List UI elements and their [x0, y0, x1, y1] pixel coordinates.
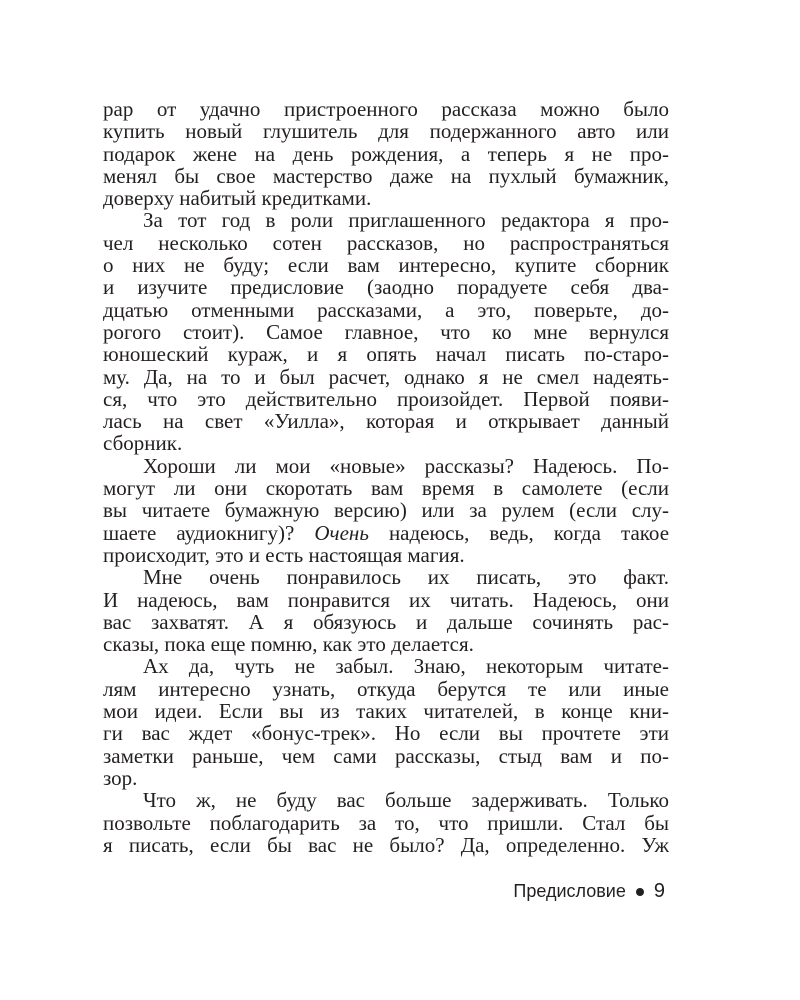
- text-line: позвольте поблагодарить за то, что пришли. Стал бы: [103, 810, 669, 835]
- text-line: юношеский кураж, и я опять начал писать по-старо-: [103, 342, 669, 367]
- text-line: Ах да, чуть не забыл. Знаю, некоторым читате-: [143, 654, 669, 679]
- text-line: [103, 522, 669, 544]
- text-line: подарок жене на день рождения, а теперь я не про-: [103, 141, 669, 166]
- text-line: дцатью отменными рассказами, а это, поверьте, до-: [103, 297, 669, 322]
- text-line: му. Да, на то и был расчет, однако я не смел надеять-: [103, 364, 669, 389]
- text-line: могут ли они скоротать вам время в самолете (если: [103, 476, 669, 501]
- text-line: заметки раньше, чем сами рассказы, стыд вам и по-: [103, 743, 669, 768]
- body-text: [103, 98, 669, 856]
- text-line: Хороши ли мои «новые» рассказы? Надеюсь. По-: [143, 453, 669, 478]
- bullet-separator-icon: [636, 888, 644, 896]
- text-line: происходит, это и есть настоящая магия.: [103, 542, 465, 567]
- text-line: я писать, если бы вас не было? Да, определенно. Уж: [103, 832, 669, 857]
- text-line: сборник.: [103, 431, 183, 456]
- section-title: Предисловие: [513, 881, 626, 901]
- text-line: ся, что это действительно произойдет. Первой появи-: [103, 386, 669, 411]
- text-line: ги вас ждет «бонус-трек». Но если вы прочтете эти: [103, 721, 669, 746]
- text-segment: шаете аудиокнигу)?: [103, 520, 295, 545]
- text-line: и изучите предисловие (заодно порадуете себя два-: [103, 275, 669, 300]
- text-line: рар от удачно пристроенного рассказа можно было: [103, 97, 669, 121]
- text-line: И надеюсь, вам понравится их читать. Надеюсь, они: [103, 587, 669, 612]
- emphasis-word: Очень: [314, 520, 369, 545]
- text-line: менял бы свое мастерство даже на пухлый бумажник,: [103, 163, 669, 188]
- page-number: 9: [653, 880, 665, 902]
- text-line: сказы, пока еще помню, как это делается.: [103, 632, 474, 657]
- text-line: лям интересно узнать, откуда берутся те или иные: [103, 676, 669, 701]
- text-line: Мне очень понравилось их писать, это факт.: [143, 565, 669, 590]
- text-line: купить новый глушитель для подержанного авто или: [103, 119, 669, 144]
- text-segment: надеюсь, ведь, когда такое: [388, 520, 670, 545]
- running-footer: [513, 880, 665, 903]
- text-line: Что ж, не буду вас больше задерживать. Только: [143, 788, 669, 813]
- text-line: о них не буду; если вам интересно, купите сборник: [103, 253, 669, 278]
- text-line: вас захватят. А я обязуюсь и дальше сочинять рас-: [103, 609, 669, 634]
- text-line: рогого стоит). Самое главное, что ко мне вернулся: [103, 319, 669, 344]
- text-line: мои идеи. Если вы из таких читателей, в конце кни-: [103, 699, 669, 724]
- text-line: вы читаете бумажную версию) или за рулем (если слу-: [103, 498, 669, 523]
- text-line: доверху набитый кредитками.: [103, 186, 372, 211]
- text-line: зор.: [103, 765, 138, 790]
- text-line: лась на свет «Уилла», которая и открывает данный: [103, 409, 669, 434]
- text-line: За тот год в роли приглашенного редактора я про-: [143, 208, 669, 233]
- text-line: чел несколько сотен рассказов, но распространяться: [103, 230, 669, 255]
